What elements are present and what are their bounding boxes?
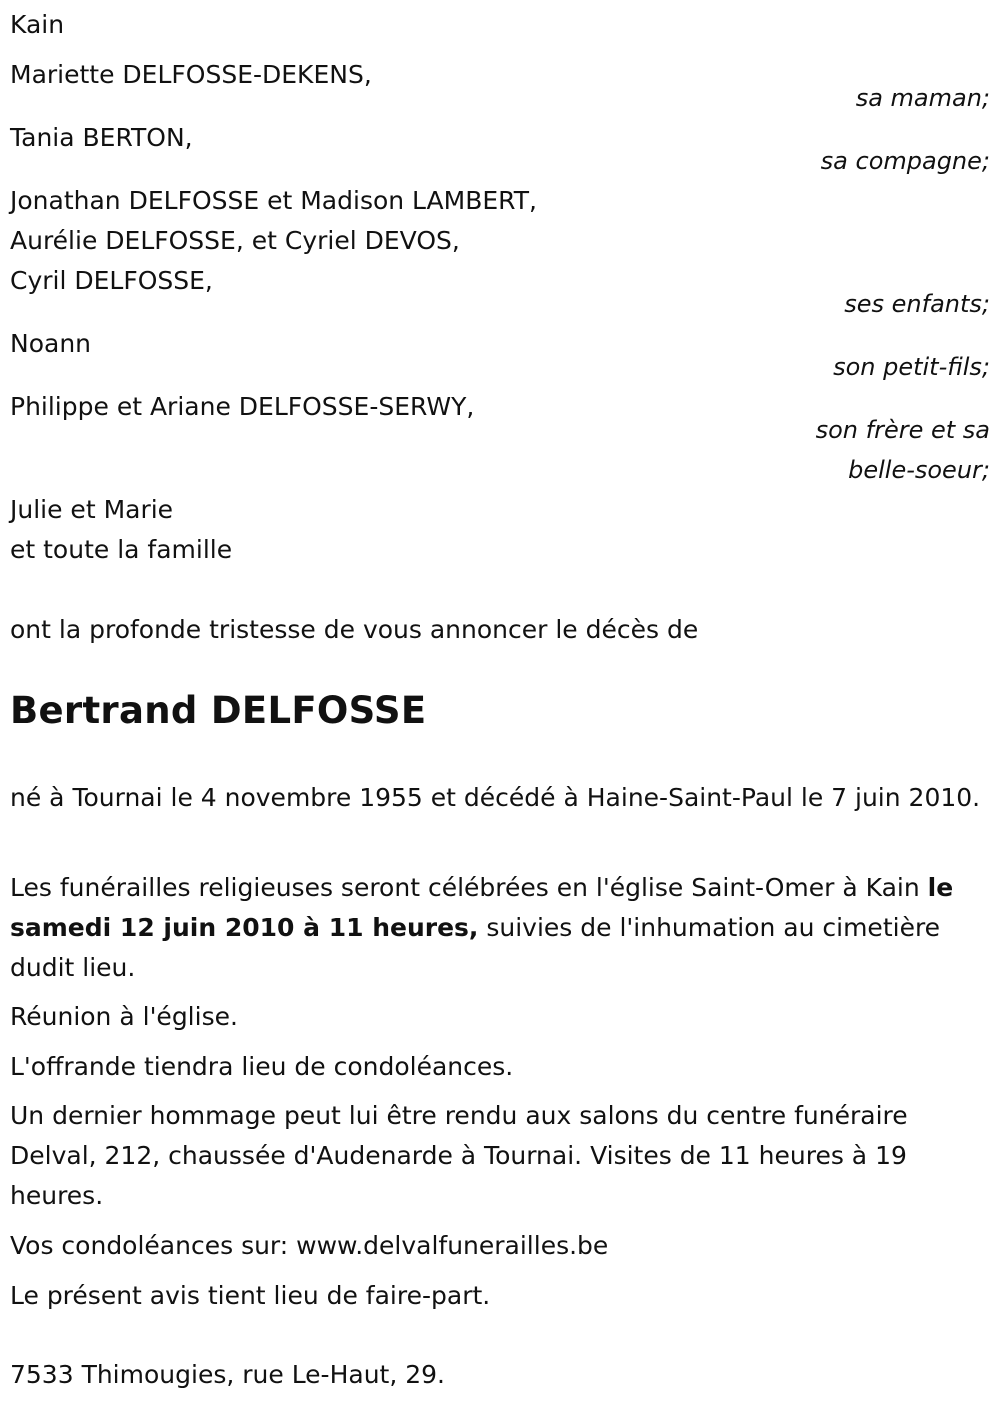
announcement-text: ont la profonde tristesse de vous annoncer le décès de [10, 615, 699, 644]
relation-mother: sa maman; [855, 84, 990, 112]
funeral-text-after: suivies de l'inhumation au cimetière dudit lieu. [10, 913, 941, 982]
funeral-text [10, 868, 990, 988]
address-text: 7533 Thimougies, rue Le-Haut, 29. [10, 1360, 445, 1389]
family-name-child-1: Jonathan DELFOSSE et Madison LAMBERT, [10, 186, 537, 215]
birth-death-text: né à Tournai le 4 novembre 1955 et décédé à Haine-Saint-Paul le 7 juin 2010. [10, 783, 981, 812]
relation-brother-line-2: belle-soeur; [848, 456, 990, 484]
family-name-child-3: Cyril DELFOSSE, [10, 266, 213, 295]
offering-text: L'offrande tiendra lieu de condoléances. [10, 1052, 514, 1081]
relation-partner: sa compagne; [820, 147, 990, 175]
family-name-partner: Tania BERTON, [10, 123, 193, 152]
family-name-grandson: Noann [10, 329, 92, 358]
meeting-text: Réunion à l'église. [10, 1002, 238, 1031]
family-name-child-2: Aurélie DELFOSSE, et Cyriel DEVOS, [10, 226, 460, 255]
family-name-brother: Philippe et Ariane DELFOSSE-SERWY, [10, 392, 475, 421]
family-name-others-1: Julie et Marie [10, 495, 174, 524]
funeral-text-before: Les funérailles religieuses seront célébrées en l'église Saint-Omer à Kain [10, 873, 928, 902]
notice-text: Le présent avis tient lieu de faire-part. [10, 1281, 491, 1310]
family-name-others-2: et toute la famille [10, 535, 233, 564]
relation-grandson: son petit-fils; [833, 353, 990, 381]
family-name-mother: Mariette DELFOSSE-DEKENS, [10, 60, 372, 89]
relation-brother-line-1: son frère et sa [815, 416, 990, 444]
city-heading: Kain [10, 10, 65, 39]
relation-children: ses enfants; [844, 290, 990, 318]
condolences-text: Vos condoléances sur: www.delvalfunerailles.be [10, 1231, 609, 1260]
deceased-name: Bertrand DELFOSSE [10, 689, 427, 732]
funeral-date-time: le samedi 12 juin 2010 à 11 heures, [10, 873, 954, 942]
tribute-text: Un dernier hommage peut lui être rendu aux salons du centre funéraire Delval, 212, chaussée d'Audenarde à Tournai. Visites de 11 heures à 19 heures. [10, 1101, 908, 1210]
